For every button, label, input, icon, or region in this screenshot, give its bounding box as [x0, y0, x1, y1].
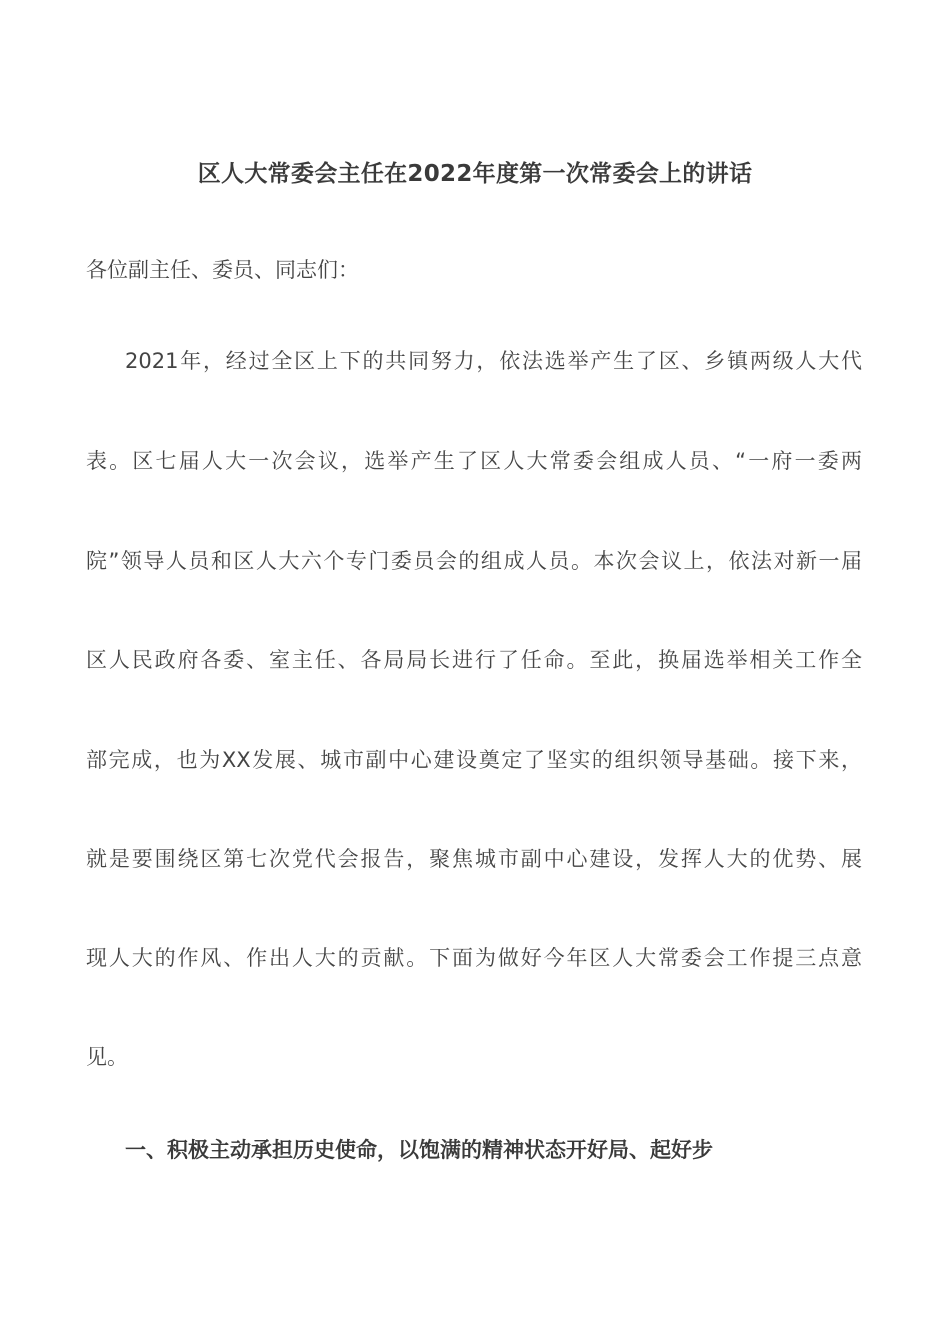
paragraph-line: 就是要围绕区第七次党代会报告，聚焦城市副中心建设，发挥人大的优势、展 — [86, 847, 862, 871]
document-title: 区人大常委会主任在2022年度第一次常委会上的讲话 — [197, 161, 753, 187]
paragraph-line: 院”领导人员和区人大六个专门委员会的组成人员。本次会议上，依法对新一届 — [86, 549, 862, 573]
paragraph-line: 现人大的作风、作出人大的贡献。下面为做好今年区人大常委会工作提三点意 — [86, 946, 862, 970]
paragraph-line: 表。区七届人大一次会议，选举产生了区人大常委会组成人员、“一府一委两 — [86, 449, 862, 473]
paragraph-line: 2021年，经过全区上下的共同努力，依法选举产生了区、乡镇两级人大代 — [125, 349, 862, 373]
paragraph-line: 部完成，也为XX发展、城市副中心建设奠定了坚实的组织领导基础。接下来， — [86, 748, 862, 772]
paragraph-line: 见。 — [86, 1045, 128, 1069]
salutation: 各位副主任、委员、同志们： — [86, 258, 359, 282]
paragraph-line: 区人民政府各委、室主任、各局局长进行了任命。至此，换届选举相关工作全 — [86, 648, 862, 672]
section-heading: 一、积极主动承担历史使命，以饱满的精神状态开好局、起好步 — [125, 1138, 713, 1162]
